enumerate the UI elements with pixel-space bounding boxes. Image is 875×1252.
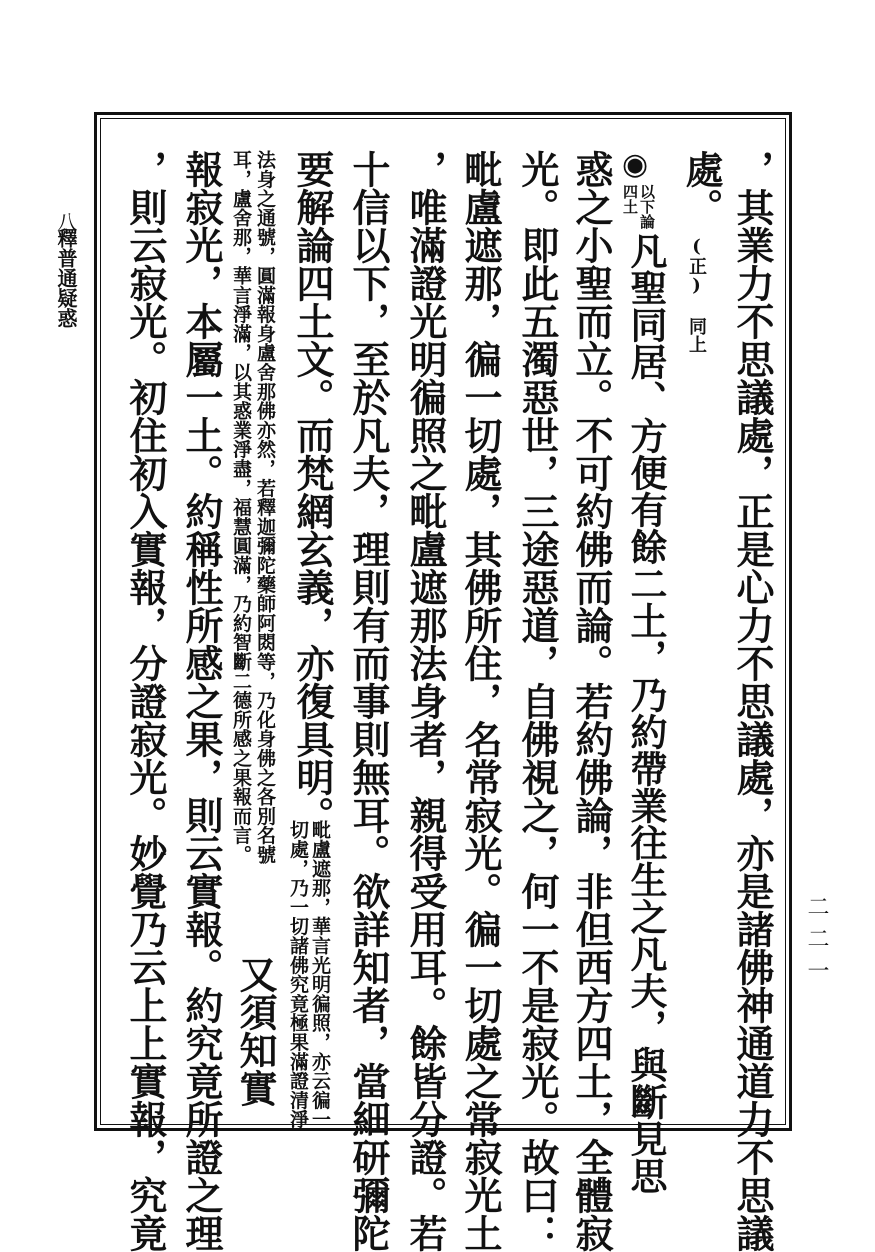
section-bullet-icon: ◉ bbox=[622, 147, 649, 182]
heading-note-b: 四土 bbox=[621, 184, 639, 214]
text-column-11: 報寂光，本屬一土。約稱性所感之果，則云實報。約究竟所證之理 bbox=[179, 150, 224, 1252]
text-column-9: 要解論四土文。而梵網玄義，亦復具明。 bbox=[290, 150, 335, 834]
annotation-column-10b: 耳，盧舍那，華言淨滿，以其惑業淨盡，福慧圓滿，乃約智斷二德所感之果報而言。 bbox=[230, 150, 252, 865]
text-column-1: ，其業力不思議處，正是心力不思議處，亦是諸佛神通道力不思議 bbox=[730, 150, 775, 1252]
text-column-3: 凡聖同居、方便有餘二土，乃約帶業往生之凡夫，與斷見思 bbox=[624, 232, 668, 1194]
text-column-4: 惑之小聖而立。不可約佛而論。若約佛論，非但西方四土，全體寂 bbox=[569, 150, 614, 1252]
running-title: 釋普通疑惑 bbox=[54, 228, 78, 328]
source-reference: (正) 同上 bbox=[686, 236, 707, 353]
annotation-column-10a: 法身之通號，圓滿報身盧舍那佛亦然，若釋迦彌陀藥師阿閦等，乃化身佛之各別名號 bbox=[254, 150, 276, 865]
text-column-2: 處。 bbox=[679, 150, 724, 226]
text-column-7: ，唯滿證光明徧照之毗盧遮那法身者，親得受用耳。餘皆分證。若 bbox=[403, 150, 448, 1252]
annotation-column-9b: 切處，乃一切諸佛究竟極果滿證清淨 bbox=[287, 820, 309, 1129]
section-number: 八 bbox=[57, 210, 77, 234]
text-column-5: 光。即此五濁惡世，三途惡道，自佛視之，何一不是寂光。故曰： bbox=[515, 150, 560, 1252]
text-column-6: 毗盧遮那，徧一切處，其佛所住，名常寂光。徧一切處之常寂光土 bbox=[458, 150, 503, 1252]
annotation-column-9a: 毗盧遮那，華言光明徧照，亦云徧一 bbox=[309, 820, 331, 1129]
page-number: 二二一 bbox=[804, 895, 829, 991]
text-column-8: 十信以下，至於凡夫，理則有而事則無耳。欲詳知者，當細研彌陀 bbox=[346, 150, 391, 1252]
heading-note-a: 以下論 bbox=[638, 184, 656, 229]
text-column-12: ，則云寂光。初住初入實報，分證寂光。妙覺乃云上上實報，究竟 bbox=[123, 150, 168, 1252]
text-column-10-tail: 又須知實 bbox=[233, 955, 278, 1107]
